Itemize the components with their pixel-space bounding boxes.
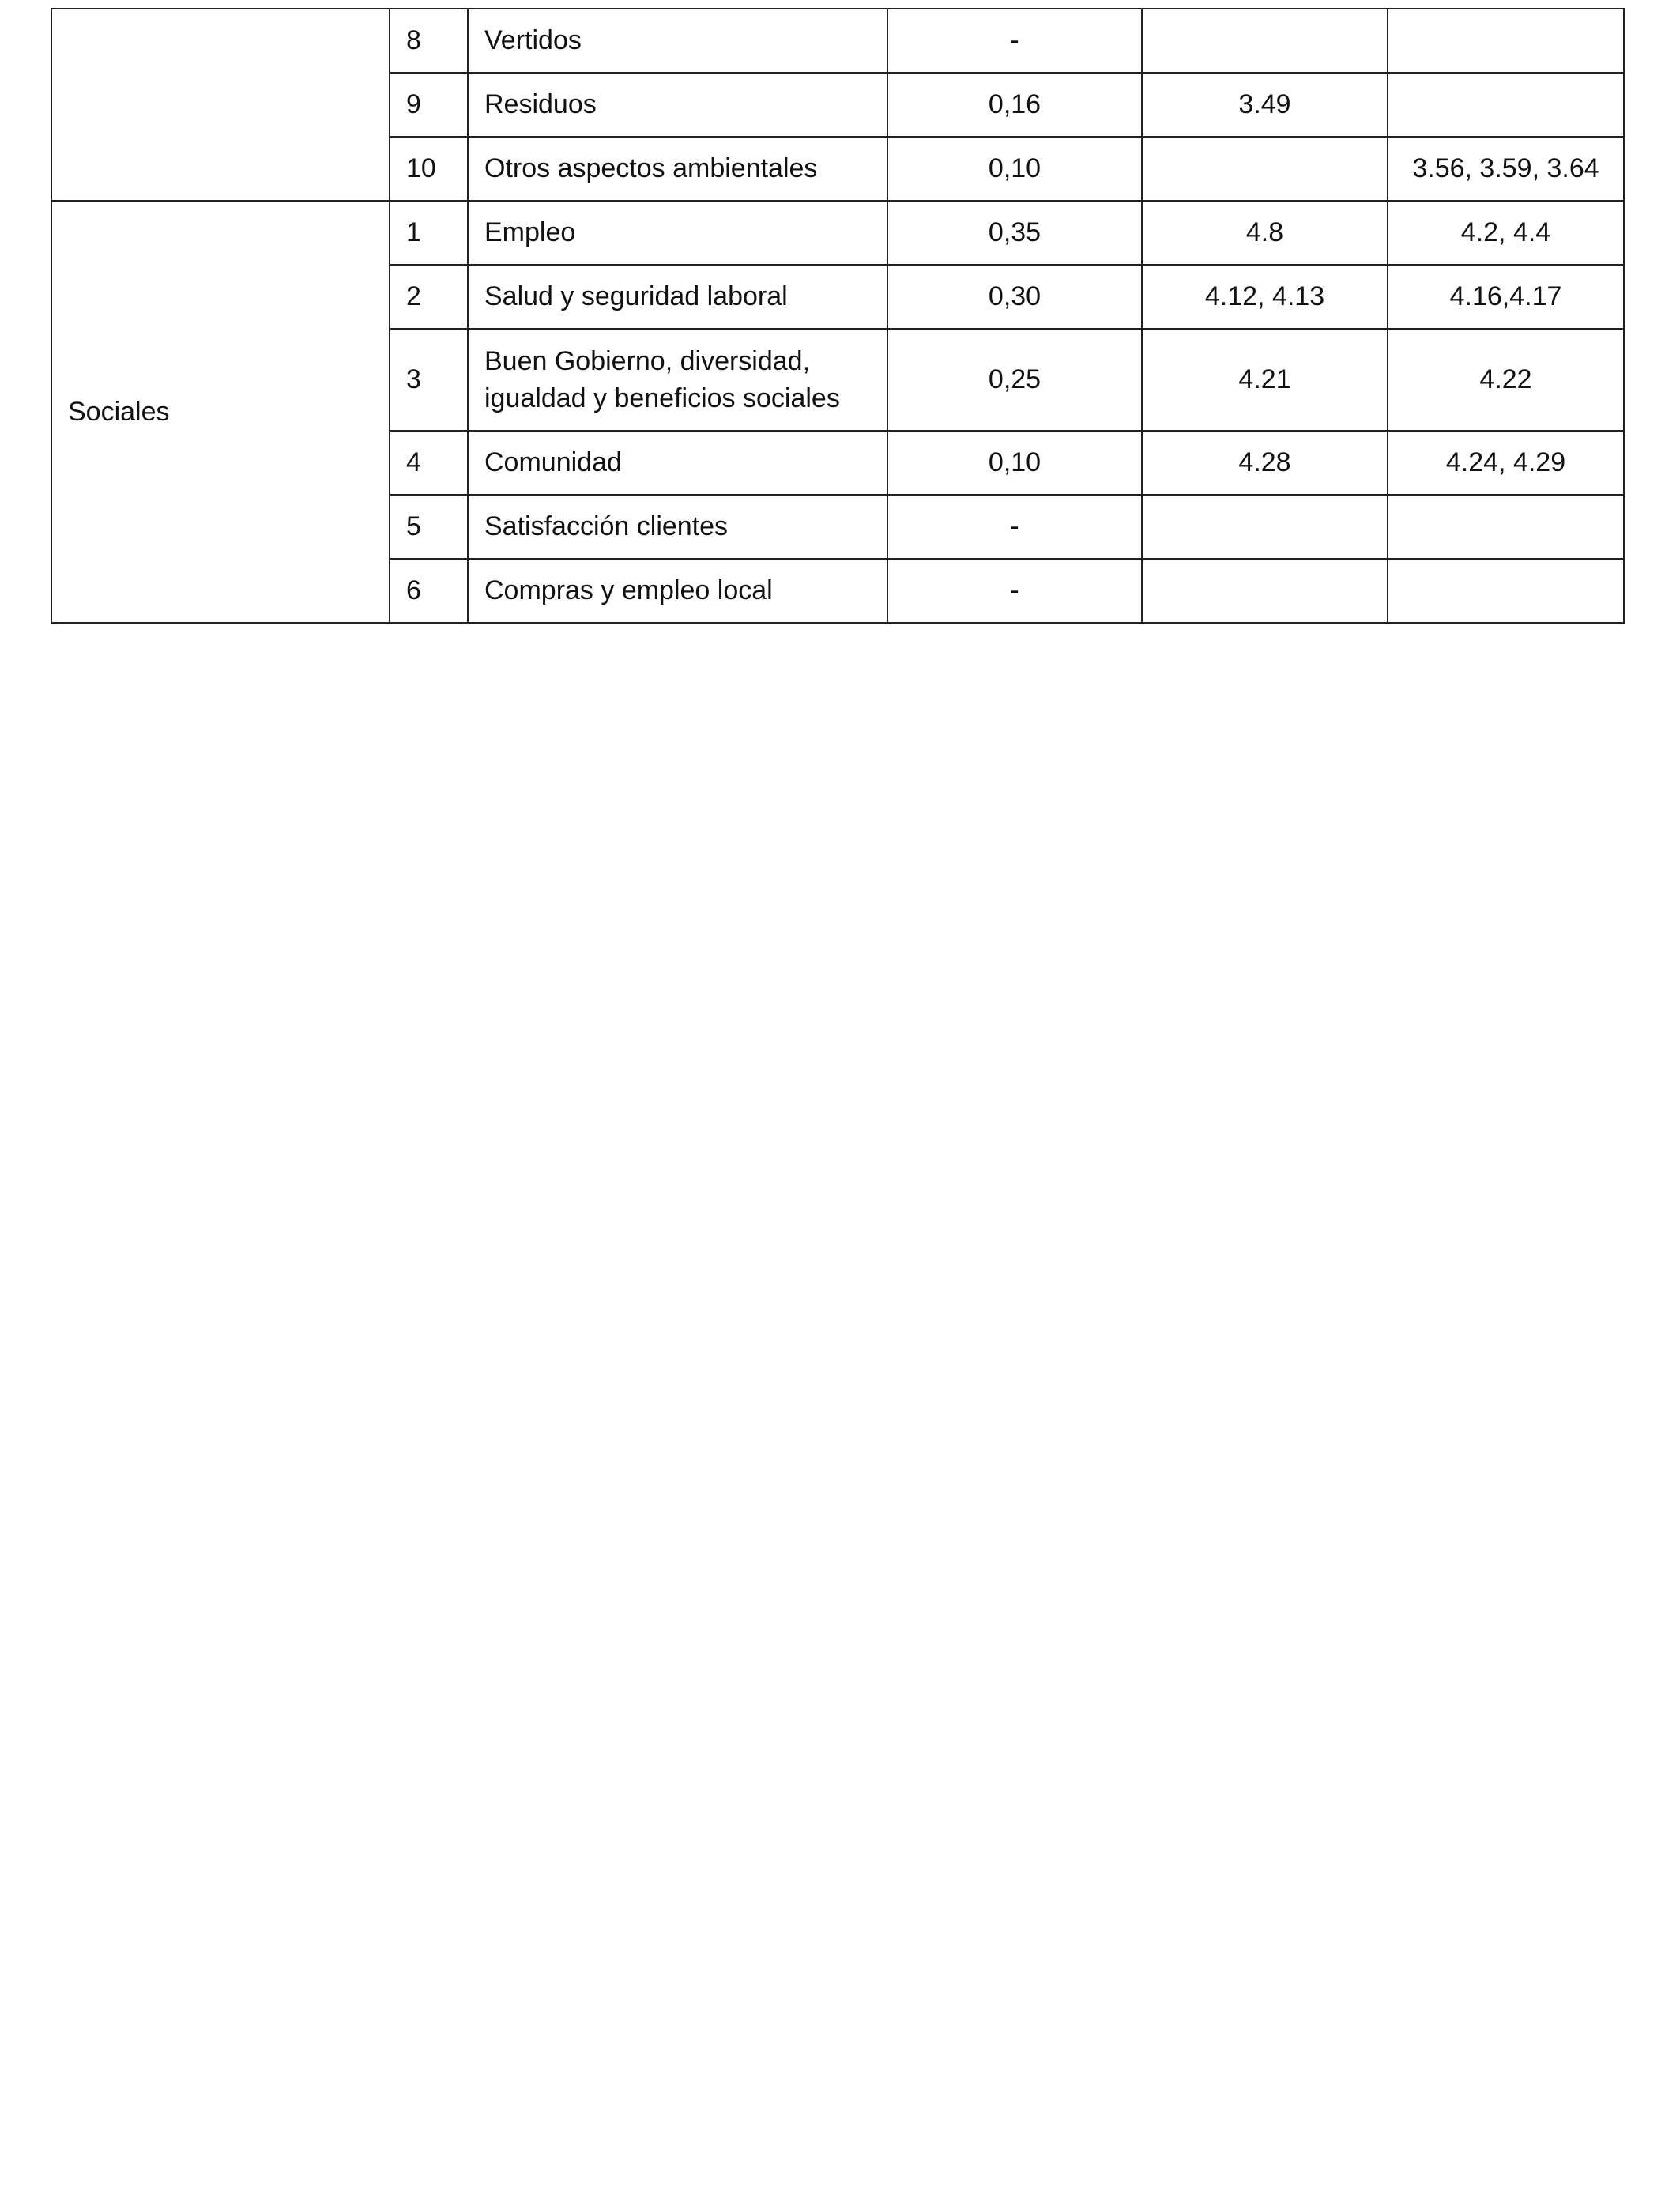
group-cell-ambientales <box>51 9 390 201</box>
reference-col6: 3.56, 3.59, 3.64 <box>1388 137 1624 201</box>
reference-col5 <box>1142 495 1388 559</box>
reference-col6: 4.2, 4.4 <box>1388 201 1624 265</box>
reference-col5: 4.12, 4.13 <box>1142 265 1388 329</box>
reference-col6: 4.16,4.17 <box>1388 265 1624 329</box>
reference-col6 <box>1388 559 1624 623</box>
reference-col5: 4.28 <box>1142 431 1388 495</box>
weight-value: - <box>887 559 1142 623</box>
weight-value: 0,16 <box>887 73 1142 137</box>
table-row <box>51 9 1624 73</box>
aspect-name: Compras y empleo local <box>468 559 887 623</box>
reference-col6 <box>1388 495 1624 559</box>
reference-col6: 4.22 <box>1388 329 1624 431</box>
aspect-name-text: Buen Gobierno, diversidad, igualdad y beneficios sociales <box>484 345 840 413</box>
row-number: 4 <box>390 431 468 495</box>
reference-col6 <box>1388 9 1624 73</box>
reference-col5: 4.8 <box>1142 201 1388 265</box>
reference-col5 <box>1142 559 1388 623</box>
table-row <box>51 201 1624 265</box>
aspect-name: Satisfacción clientes <box>468 495 887 559</box>
reference-col5 <box>1142 137 1388 201</box>
aspect-name: Vertidos <box>468 9 887 73</box>
row-number: 3 <box>390 329 468 431</box>
aspect-name: Empleo <box>468 201 887 265</box>
row-number: 10 <box>390 137 468 201</box>
reference-col5 <box>1142 9 1388 73</box>
weight-value: - <box>887 495 1142 559</box>
row-number: 1 <box>390 201 468 265</box>
reference-col5: 3.49 <box>1142 73 1388 137</box>
aspect-name <box>468 329 887 431</box>
group-cell-sociales: Sociales <box>51 201 390 623</box>
weight-value: 0,30 <box>887 265 1142 329</box>
aspect-name: Residuos <box>468 73 887 137</box>
aspect-name: Salud y seguridad laboral <box>468 265 887 329</box>
aspect-name: Comunidad <box>468 431 887 495</box>
weight-value: - <box>887 9 1142 73</box>
reference-col6: 4.24, 4.29 <box>1388 431 1624 495</box>
aspect-name: Otros aspectos ambientales <box>468 137 887 201</box>
weight-value: 0,25 <box>887 329 1142 431</box>
weight-value: 0,35 <box>887 201 1142 265</box>
row-number: 2 <box>390 265 468 329</box>
reference-col6 <box>1388 73 1624 137</box>
reference-col5: 4.21 <box>1142 329 1388 431</box>
row-number: 5 <box>390 495 468 559</box>
row-number: 9 <box>390 73 468 137</box>
row-number: 8 <box>390 9 468 73</box>
weight-value: 0,10 <box>887 431 1142 495</box>
weight-value: 0,10 <box>887 137 1142 201</box>
row-number: 6 <box>390 559 468 623</box>
indicators-table <box>51 8 1625 624</box>
